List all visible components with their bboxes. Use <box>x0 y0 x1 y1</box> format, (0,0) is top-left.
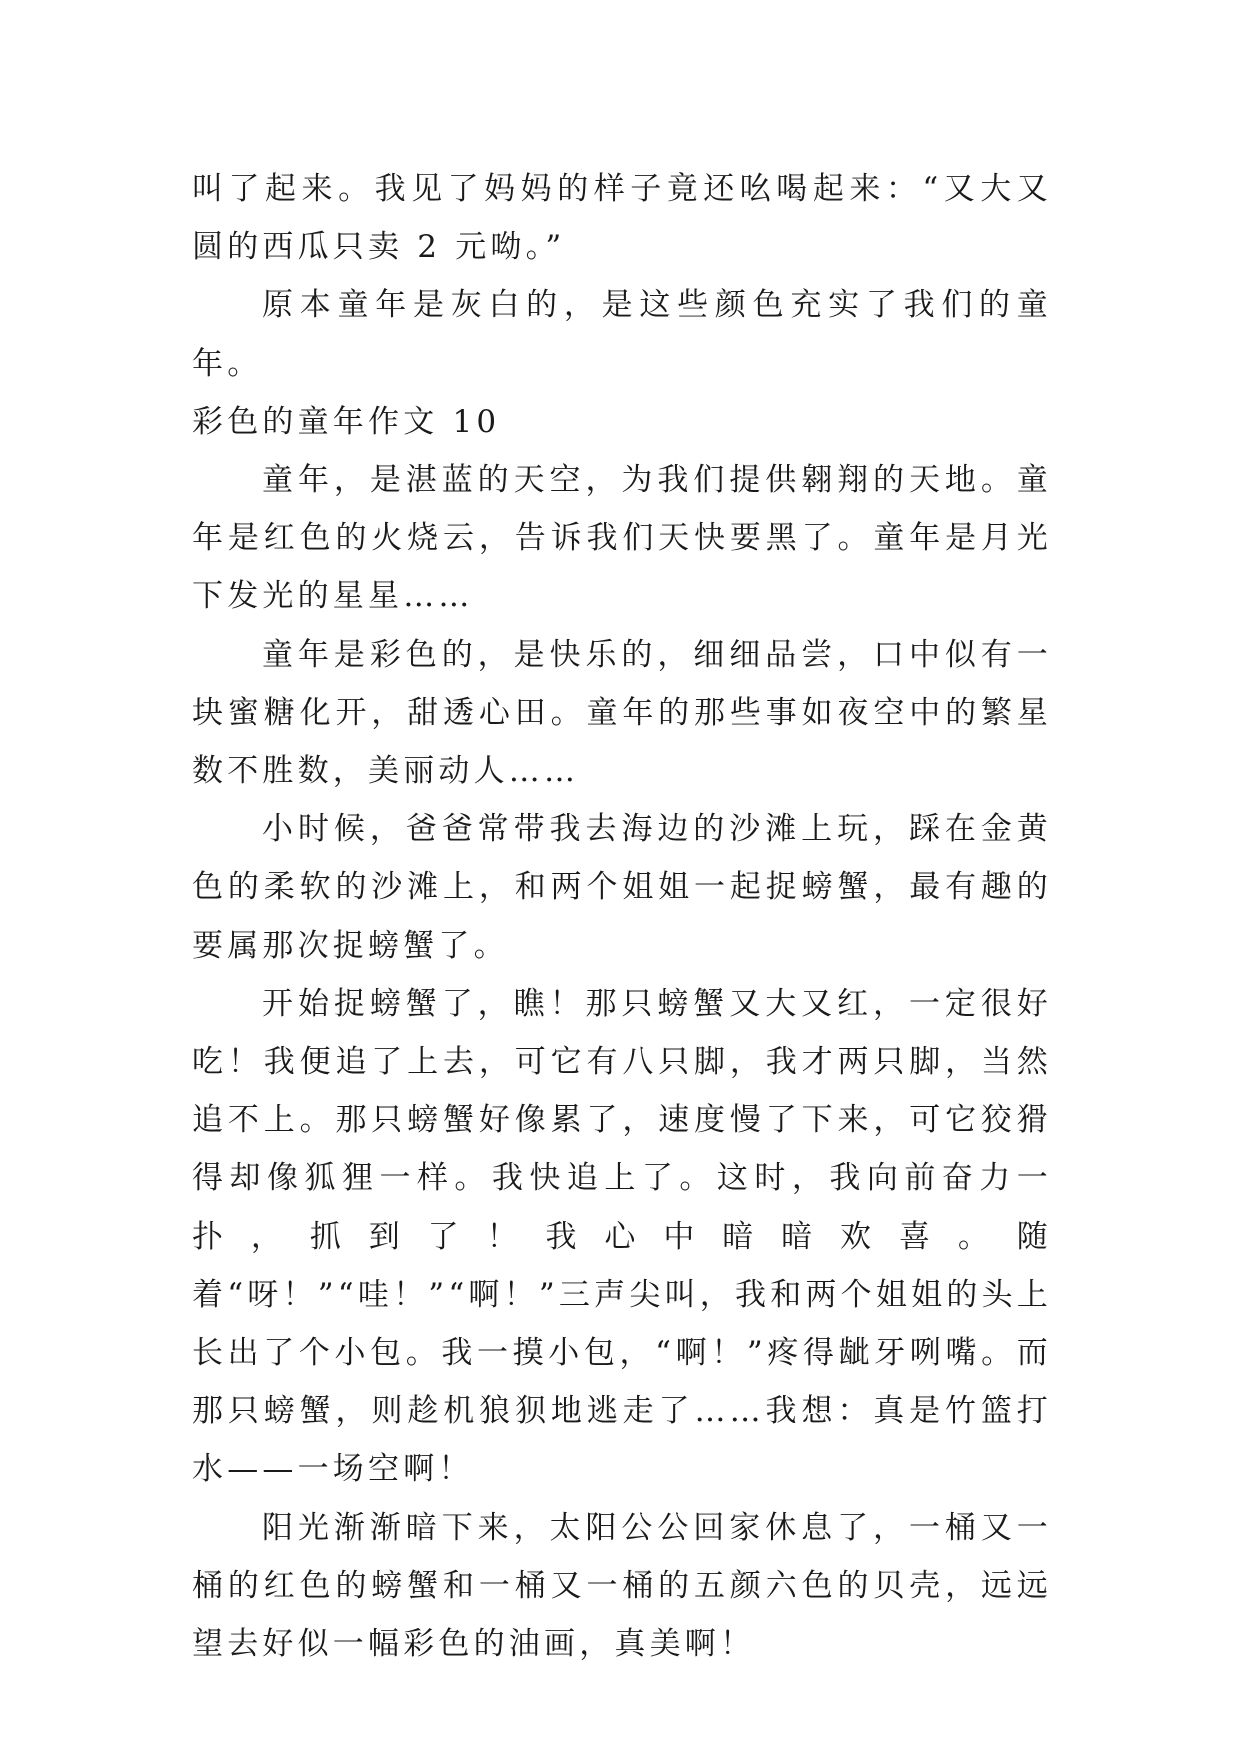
paragraph-continuation: 叫了起来。我见了妈妈的样子竟还吆喝起来：“又大又圆的西瓜只卖 2 元呦。” <box>192 171 1052 266</box>
paragraph: 开始捉螃蟹了，瞧！那只螃蟹又大又红，一定很好吃！我便追了上去，可它有八只脚，我才两只脚，当然追不上。那只螃蟹好像累了，速度慢了下来，可它狡猾得却像狐狸一样。我快追上了。这时，我向前奋力一扑，抓到了！我心中暗暗欢喜。随着“呀！”“哇！”“啊！”三声尖叫，我和两个姐姐的头上长出了个小包。我一摸小包，“啊！”疼得龇牙咧嘴。而那只螃蟹，则趁机狼狈地逃走了……我想：真是竹篮打水——一场空啊！ <box>192 985 1052 1488</box>
essay-title: 彩色的童年作文 10 <box>192 403 501 440</box>
paragraph: 童年是彩色的，是快乐的，细细品尝，口中似有一块蜜糖化开，甜透心田。童年的那些事如夜空中的繁星数不胜数，美丽动人…… <box>192 636 1052 790</box>
paragraph: 原本童年是灰白的，是这些颜色充实了我们的童年。 <box>192 287 1052 382</box>
paragraph: 阳光渐渐暗下来，太阳公公回家休息了，一桶又一桶的红色的螃蟹和一桶又一桶的五颜六色的贝壳，远远望去好似一幅彩色的油画，真美啊！ <box>192 1509 1052 1663</box>
paragraph: 小时候，爸爸常带我去海边的沙滩上玩，踩在金黄色的柔软的沙滩上，和两个姐姐一起捉螃蟹，最有趣的要属那次捉螃蟹了。 <box>192 811 1052 964</box>
essay-body <box>192 160 1052 1673</box>
paragraph: 童年，是湛蓝的天空，为我们提供翱翔的天地。童年是红色的火烧云，告诉我们天快要黑了。童年是月光下发光的星星…… <box>192 462 1052 615</box>
